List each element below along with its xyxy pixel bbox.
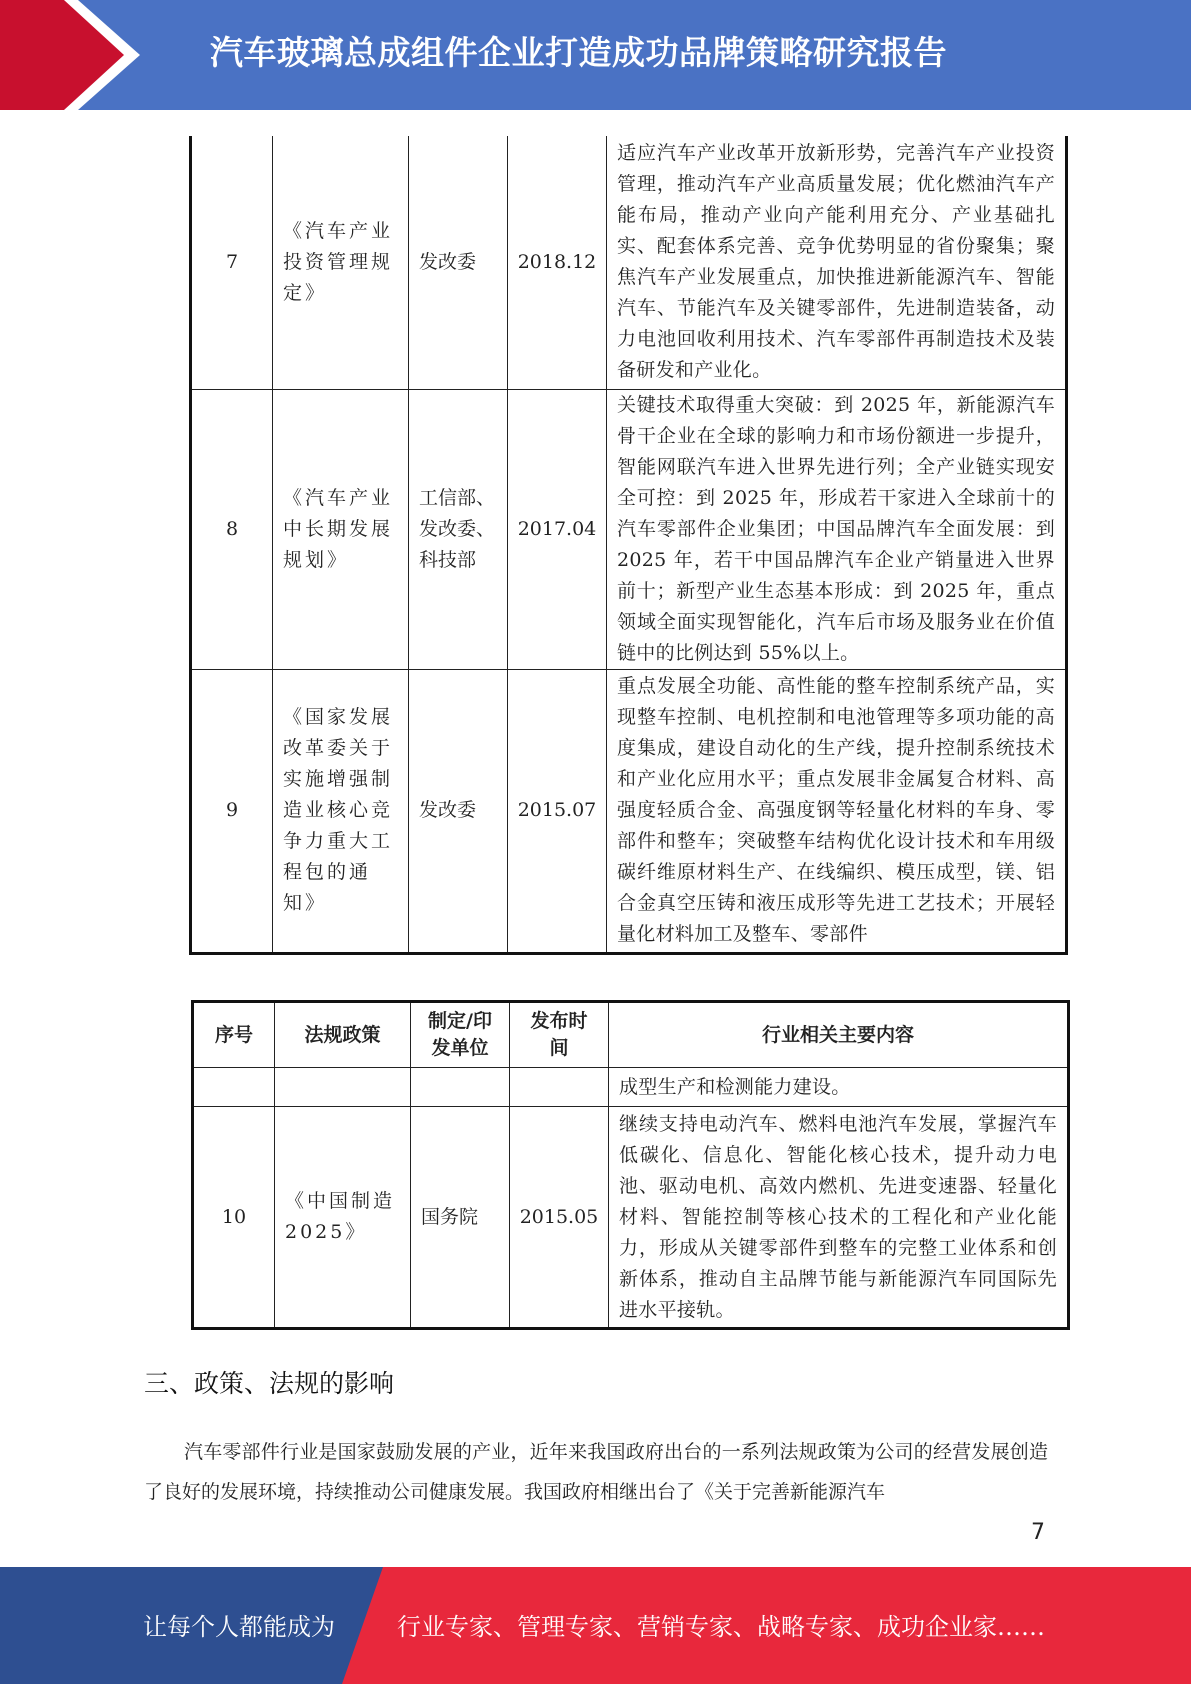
policy-name: 《中国制造2025》 [275,1107,411,1329]
issuing-unit: 发改委 [409,669,508,953]
header-arrow-decoration [0,0,170,110]
report-title: 汽车玻璃总成组件企业打造成功品牌策略研究报告 [210,33,947,72]
policy-table-bottom [191,1000,1070,1330]
table-row [191,669,1067,953]
policy-name: 《国家发展改革委关于实施增强制造业核心竞争力重大工程包的通知》 [273,669,409,953]
section-heading: 三、政策、法规的影响 [144,1369,395,1398]
issue-date: 2015.07 [508,669,607,953]
policy-content: 关键技术取得重大突破：到 2025 年，新能源汽车骨干企业在全球的影响力和市场份额进一步提升，智能网联汽车进入世界先进行列；全产业链实现安全可控：到 2025 年，形成若干家进入全球前十的汽车零部件企业集团；中国品牌汽车全面发展：到 2025 年，若干中国品牌汽车企业产销量进入世界前十；新型产业生态基本形成：到 2025 年，重点领域全面实现智能化，汽车后市场及服务业在价值链中的比例达到 55%以上。 [607,389,1067,669]
header-unit: 制定/印发单位 [411,1002,510,1068]
policy-table-top [189,136,1068,955]
header-date: 发布时间 [510,1002,609,1068]
issuing-unit: 发改委 [409,136,508,389]
table-row [191,389,1067,669]
table-header-row [193,1002,1069,1068]
policy-content: 适应汽车产业改革开放新形势，完善汽车产业投资管理，推动汽车产业高质量发展；优化燃油汽车产能布局，推动产业向产能利用充分、产业基础扎实、配套体系完善、竞争优势明显的省份聚集；聚焦汽车产业发展重点，加快推进新能源汽车、智能汽车、节能汽车及关键零部件，先进制造装备，动力电池回收利用技术、汽车零部件再制造技术及装备研发和产业化。 [607,136,1067,389]
policy-content: 继续支持电动汽车、燃料电池汽车发展，掌握汽车低碳化、信息化、智能化核心技术，提升动力电池、驱动电机、高效内燃机、先进变速器、轻量化材料、智能控制等核心技术的工程化和产业化能力，形成从关键零部件到整车的完整工业体系和创新体系，推动自主品牌节能与新能源汽车同国际先进水平接轨。 [609,1107,1069,1329]
issuing-unit: 国务院 [411,1107,510,1329]
policy-content-continuation: 成型生产和检测能力建设。 [609,1068,1069,1107]
row-number: 7 [191,136,273,389]
header-banner [0,0,1191,110]
footer-banner [0,1567,1191,1684]
row-number: 9 [191,669,273,953]
table-row [193,1107,1069,1329]
issuing-unit: 工信部、发改委、科技部 [409,389,508,669]
policy-content: 重点发展全功能、高性能的整车控制系统产品，实现整车控制、电机控制和电池管理等多项功能的高度集成，建设自动化的生产线，提升控制系统技术和产业化应用水平；重点发展非金属复合材料、高强度轻质合金、高强度钢等轻量化材料的车身、零部件和整车；突破整车结构优化设计技术和车用级碳纤维原材料生产、在线编织、模压成型，镁、铝合金真空压铸和液压成形等先进工艺技术；开展轻量化材料加工及整车、零部件 [607,669,1067,953]
issue-date: 2017.04 [508,389,607,669]
footer-slogan-left: 让每个人都能成为 [143,1613,335,1641]
body-paragraph: 汽车零部件行业是国家鼓励发展的产业，近年来我国政府出台的一系列法规政策为公司的经营发展创造了良好的发展环境，持续推动公司健康发展。我国政府相继出台了《关于完善新能源汽车 [144,1441,1048,1503]
issue-date: 2015.05 [510,1107,609,1329]
row-number: 8 [191,389,273,669]
header-number: 序号 [193,1002,275,1068]
table-row-continuation [193,1068,1069,1107]
issue-date: 2018.12 [508,136,607,389]
row-number: 10 [193,1107,275,1329]
table-row [191,136,1067,389]
page-number: 7 [1031,1520,1045,1545]
header-content: 行业相关主要内容 [609,1002,1069,1068]
footer-slogan-right: 行业专家、管理专家、营销专家、战略专家、成功企业家…… [397,1613,1045,1641]
header-policy: 法规政策 [275,1002,411,1068]
policy-name: 《汽车产业投资管理规定》 [273,136,409,389]
policy-name: 《汽车产业中长期发展规划》 [273,389,409,669]
